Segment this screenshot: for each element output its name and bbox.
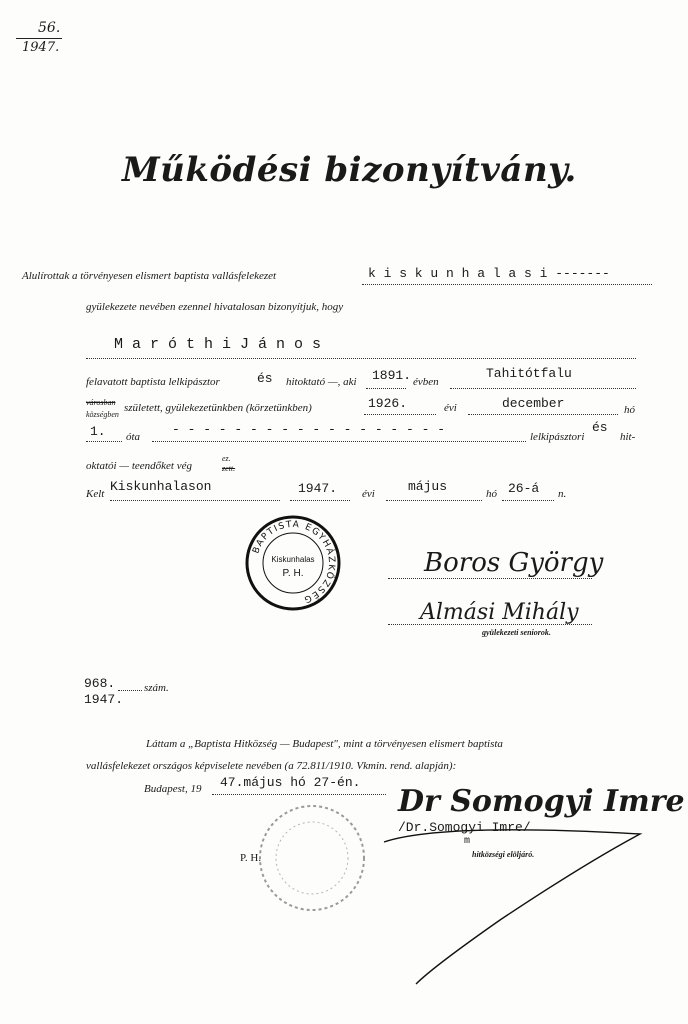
ez-suffix: ez. [222, 454, 231, 463]
signature-flourish [380, 820, 650, 990]
kelt-month: május [408, 479, 448, 494]
signature-somogyi: Dr Somogyi Imre [398, 784, 685, 819]
kelt-place: Kiskunhalason [110, 479, 212, 494]
kelt-year: 1947. [298, 481, 338, 496]
stamp-ph: P. H. [282, 568, 304, 579]
leader-label: hitközségi elöljáró. [472, 850, 535, 859]
approval-line-2: vallásfelekezet országos képviselete nevében (a 72.811/1910. Vkmin. rend. alapján): [86, 760, 457, 772]
start-year: 1926. [368, 396, 408, 411]
start-day: 1. [90, 424, 106, 439]
budapest-date-label: Budapest, 19 [144, 783, 202, 795]
ordained-text-2: hitoktató —, aki [286, 376, 357, 388]
kelt-n: n. [558, 488, 567, 500]
dash-fill: - - - - - - - - - - - - - - - - - - [172, 422, 446, 437]
congregation-stamp [244, 514, 342, 612]
born-text: született, gyülekezetünkben (körzetünkben) [124, 402, 312, 414]
corner-divider [16, 38, 62, 39]
document-number: 56. [38, 20, 61, 36]
person-name: M a r ó t h i J á n o s [114, 336, 322, 353]
crossed-varosban: városban [86, 398, 116, 407]
es-typed: és [257, 371, 273, 386]
document-year: 1947. [22, 40, 60, 55]
stamp-ring-text: BAPTISTA EGYHÁZKÖZSÉG [251, 519, 337, 605]
page-title: Működési bizonyítvány. [122, 150, 577, 190]
lelkipasztori-label: lelkipásztori [530, 431, 585, 443]
duties-text: oktatói — teendőket vég [86, 460, 192, 472]
ota-label: óta [126, 431, 141, 443]
hit-label: hit- [620, 431, 636, 443]
es-typed-2: és [592, 420, 608, 435]
reg-number: 968. [84, 676, 116, 691]
kozsegben-label: községben [86, 410, 119, 419]
signature-boros: Boros György [424, 548, 604, 578]
kelt-evi: évi [362, 488, 375, 500]
ph-label: P. H. [240, 852, 262, 864]
typed-name: /Dr.Somogyi Imre/ [398, 820, 531, 835]
approval-line-1: Láttam a „Baptista Hitközség — Budapest", mint a törvényesen elismert baptista [146, 738, 503, 750]
birth-place: Tahitótfalu [486, 366, 572, 381]
evben-label: évben [413, 376, 439, 388]
intro-text: Alulírottak a törvényesen elismert baptista vallásfelekezet [22, 270, 277, 282]
ordained-text: felavatott baptista lelkipásztor [86, 376, 220, 388]
signature-almasi: Almási Mihály [420, 600, 579, 625]
congregation-name: k i s k u n h a l a s i ------- [368, 266, 610, 281]
ho-label: hó [624, 404, 635, 416]
typed-m: m [464, 836, 471, 847]
kelt-day: 26-á [508, 481, 540, 496]
szam-label: szám. [144, 682, 169, 694]
reg-year: 1947. [84, 692, 124, 707]
stamp-center-text: Kiskunhalas [271, 555, 315, 564]
kelt-ho: hó [486, 488, 497, 500]
hitkozseg-stamp [256, 802, 368, 914]
kelt-label: Kelt [86, 488, 105, 500]
certify-text: gyülekezete nevében ezennel hivatalosan bizonyítjuk, hogy [86, 301, 344, 313]
start-month: december [502, 396, 565, 411]
birth-year: 1891. [372, 368, 412, 383]
zett-suffix: zett. [222, 464, 236, 473]
evi-label: évi [444, 402, 457, 414]
seniors-label: gyülekezeti seniorok. [482, 628, 551, 637]
budapest-date-typed: 47.május hó 27-én. [220, 775, 361, 790]
